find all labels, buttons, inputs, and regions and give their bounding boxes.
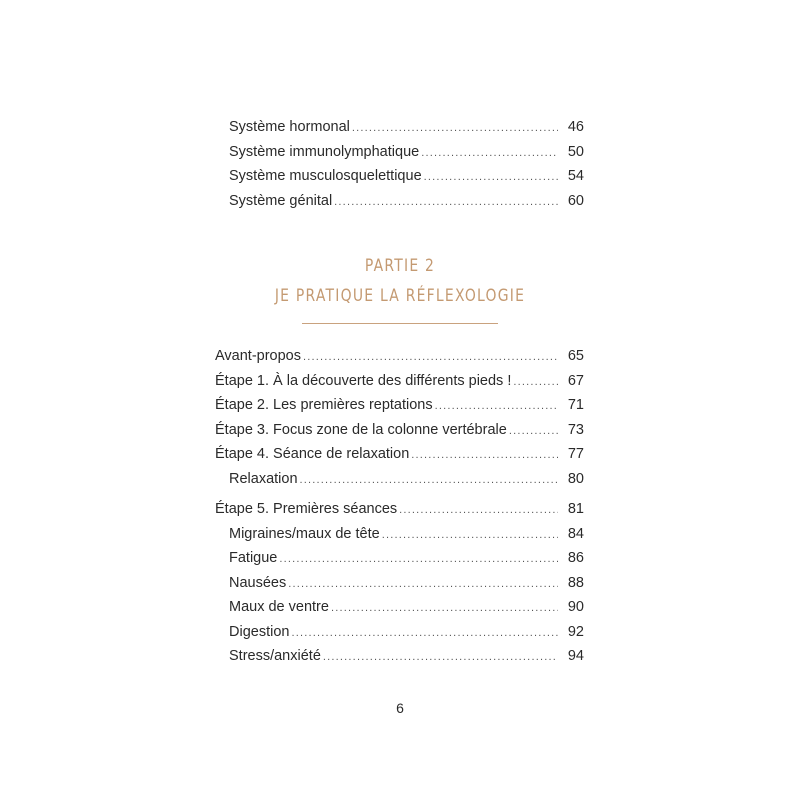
toc-entry[interactable] <box>215 595 585 620</box>
toc-entry-label: Maux de ventre <box>229 599 329 615</box>
toc-entry-label: Relaxation <box>229 470 298 487</box>
dot-leader <box>352 116 558 141</box>
toc-entry[interactable] <box>215 369 585 394</box>
toc-part2 <box>215 344 585 669</box>
toc-entry-page: 54 <box>567 168 584 184</box>
toc-entry[interactable] <box>215 644 585 669</box>
dot-leader <box>435 394 558 419</box>
toc-entry-label: Système immunolymphatique <box>229 143 420 160</box>
toc-entry-page: 88 <box>567 574 584 591</box>
toc-entry[interactable] <box>215 442 585 467</box>
toc-entry-label: Étape 5. Premières séances <box>215 501 398 517</box>
toc-entry-page: 94 <box>567 648 584 664</box>
toc-entry[interactable] <box>215 620 585 645</box>
dot-leader <box>421 141 558 166</box>
part-number-heading: PARTIE 2 <box>364 256 436 276</box>
part-title-heading: JE PRATIQUE LA RÉFLEXOLOGIE <box>274 286 526 306</box>
dot-leader <box>291 621 558 646</box>
dot-leader <box>334 190 558 215</box>
toc-entry-page: 71 <box>567 397 584 413</box>
toc-entry-label: Étape 1. À la découverte des différents pieds ! <box>215 372 512 389</box>
dot-leader <box>399 498 558 523</box>
dot-leader <box>300 468 558 493</box>
toc-entry[interactable] <box>215 497 585 522</box>
toc-entry-page: 50 <box>567 143 584 160</box>
toc-entry[interactable] <box>215 344 585 369</box>
toc-entry[interactable] <box>215 393 585 418</box>
toc-entry-label: Système hormonal <box>229 119 350 135</box>
toc-entry-page: 84 <box>567 525 584 542</box>
dot-leader <box>424 165 558 190</box>
dot-leader <box>288 572 558 597</box>
toc-entry[interactable] <box>215 467 585 492</box>
toc-entry-label: Avant-propos <box>215 348 301 364</box>
toc-entry-page: 81 <box>567 501 584 517</box>
toc-entry-page: 46 <box>567 119 584 135</box>
toc-entry[interactable] <box>215 571 585 596</box>
toc-entry[interactable] <box>215 418 585 443</box>
toc-entry-label: Fatigue <box>229 550 278 566</box>
toc-entry-label: Migraines/maux de tête <box>229 525 380 542</box>
dot-leader <box>509 419 558 444</box>
toc-entry-page: 92 <box>567 623 584 640</box>
toc-entry-label: Système génital <box>229 192 333 209</box>
dot-leader <box>279 547 558 572</box>
page-number: 6 <box>396 700 404 716</box>
toc-entry-label: Étape 3. Focus zone de la colonne vertébrale <box>215 421 507 438</box>
toc-entry-page: 65 <box>567 348 584 364</box>
toc-entry-page: 90 <box>567 599 584 615</box>
toc-entry-label: Nausées <box>229 574 287 591</box>
toc-entry[interactable] <box>215 522 585 547</box>
toc-entry[interactable] <box>215 140 585 165</box>
toc-entry-label: Étape 4. Séance de relaxation <box>215 446 410 462</box>
toc-entry-page: 86 <box>567 550 584 566</box>
toc-entry-label: Étape 2. Les premières reptations <box>215 397 433 413</box>
toc-part1-continued <box>215 115 585 213</box>
toc-entry-label: Digestion <box>229 623 290 640</box>
toc-entry-page: 67 <box>567 372 584 389</box>
toc-entry[interactable] <box>215 546 585 571</box>
dot-leader <box>331 596 558 621</box>
dot-leader <box>513 370 558 395</box>
toc-entry-label: Stress/anxiété <box>229 648 321 664</box>
toc-entry-page: 73 <box>567 421 584 438</box>
dot-leader <box>323 645 558 670</box>
dot-leader <box>382 523 558 548</box>
dot-leader <box>411 443 558 468</box>
dot-leader <box>303 345 558 370</box>
toc-entry-page: 80 <box>567 470 584 487</box>
toc-entry-label: Système musculosquelettique <box>229 168 422 184</box>
toc-entry[interactable] <box>215 164 585 189</box>
toc-entry[interactable] <box>215 115 585 140</box>
heading-divider <box>302 323 498 324</box>
toc-entry-page: 77 <box>567 446 584 462</box>
toc-entry[interactable] <box>215 189 585 214</box>
toc-entry-page: 60 <box>567 192 584 209</box>
